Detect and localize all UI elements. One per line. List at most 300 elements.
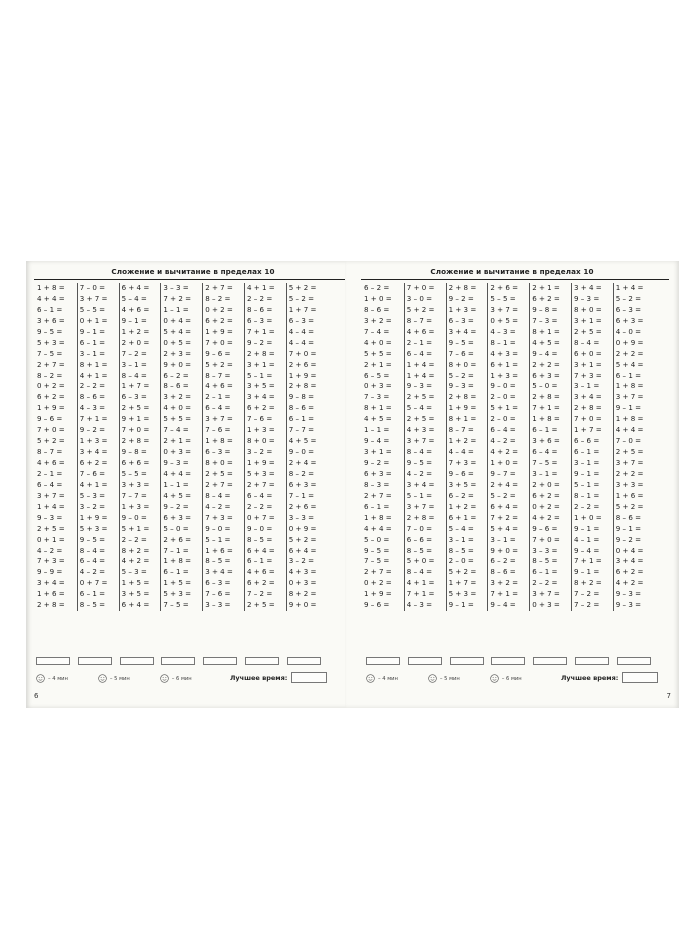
exercise-item: 4 – 4 = [288, 326, 315, 336]
exercise-item: 2 + 2 = [615, 348, 644, 358]
legend-item [160, 674, 192, 683]
exercise-grid [35, 283, 328, 611]
exercise-item: 8 – 6 = [288, 403, 315, 413]
exercise-item: 1 + 7 = [573, 425, 602, 435]
left-page [26, 261, 360, 708]
exercise-item: 0 + 3 = [532, 600, 560, 610]
exercise-item: 9 – 2 = [615, 534, 642, 544]
exercise-item: 9 – 6 = [205, 348, 231, 358]
exercise-item: 5 – 5 = [490, 293, 516, 303]
exercise-item: 2 + 3 = [163, 348, 192, 358]
exercise-item: 3 – 1 = [448, 534, 474, 544]
exercise-item: 7 – 6 = [205, 425, 231, 435]
time-answer-box[interactable] [78, 657, 112, 665]
exercise-item: 5 + 3 = [79, 523, 108, 533]
exercise-item: 1 + 6 = [205, 545, 233, 555]
exercise-item: 6 – 3 = [448, 315, 474, 325]
exercise-item: 7 + 3 = [573, 370, 602, 380]
exercise-item: 1 + 2 = [448, 436, 477, 446]
exercise-item: 4 + 6 = [121, 304, 150, 314]
exercise-item: 4 – 2 = [490, 436, 516, 446]
exercise-item: 4 – 4 = [288, 337, 315, 347]
exercise-item: 7 + 1 = [532, 403, 560, 413]
exercise-item: 2 + 8 = [448, 392, 477, 402]
legend-label: – 4 мин [48, 675, 68, 682]
time-answer-box[interactable] [533, 657, 567, 665]
exercise-item: 4 + 4 = [37, 293, 65, 303]
exercise-item: 9 – 0 = [288, 447, 315, 457]
exercise-item: 3 – 2 = [246, 447, 273, 457]
exercise-item: 5 – 2 = [615, 293, 642, 303]
exercise-item: 6 – 1 = [532, 567, 558, 577]
legend-item [490, 674, 522, 683]
page-title: Сложение и вычитание в пределах 10 [111, 267, 275, 276]
exercise-item: 9 – 3 = [406, 381, 433, 391]
exercise-item: 8 – 5 = [79, 600, 106, 610]
exercise-column [119, 283, 161, 611]
exercise-item: 6 + 0 = [573, 348, 602, 358]
exercise-item: 0 + 2 = [364, 578, 392, 588]
exercise-item: 4 + 5 = [288, 436, 317, 446]
exercise-item: 4 + 4 = [163, 468, 192, 478]
exercise-item: 4 – 3 = [79, 403, 106, 413]
exercise-item: 7 + 0 = [532, 534, 560, 544]
exercise-item: 6 – 1 = [615, 370, 642, 380]
exercise-item: 9 – 8 = [121, 447, 147, 457]
exercise-item: 8 – 6 = [246, 304, 273, 314]
exercise-item: 0 + 9 = [615, 337, 644, 347]
exercise-item: 4 + 5 = [532, 337, 560, 347]
smiley-icon [490, 674, 499, 683]
exercise-item: 9 – 3 = [573, 293, 600, 303]
exercise-item: 3 + 3 = [121, 479, 150, 489]
exercise-item: 2 – 0 = [490, 392, 516, 402]
exercise-item: 5 – 4 = [406, 403, 433, 413]
exercise-item: 5 + 1 = [490, 403, 519, 413]
exercise-item: 5 – 2 = [448, 370, 474, 380]
exercise-item: 6 – 4 = [490, 425, 516, 435]
page-number: 6 [34, 692, 39, 700]
exercise-column [362, 283, 404, 611]
exercise-item: 4 + 0 = [364, 337, 392, 347]
exercise-item: 9 – 4 = [364, 436, 390, 446]
exercise-item: 5 + 5 = [364, 348, 392, 358]
exercise-item: 1 + 0 = [490, 458, 519, 467]
exercise-item: 3 + 7 = [205, 414, 233, 424]
exercise-item: 2 + 7 = [37, 359, 65, 369]
exercise-item: 0 + 7 = [79, 578, 108, 588]
exercise-item: 4 + 5 = [163, 490, 192, 500]
exercise-item: 6 – 2 = [364, 283, 390, 292]
exercise-item: 1 + 3 = [448, 304, 477, 314]
exercise-item: 6 – 6 = [406, 534, 433, 544]
exercise-item: 6 + 1 = [490, 359, 519, 369]
exercise-column [77, 283, 119, 611]
exercise-item: 7 + 1 = [573, 556, 602, 566]
exercise-item: 1 + 9 = [79, 512, 108, 522]
exercise-item: 3 + 1 = [246, 359, 275, 369]
exercise-item: 0 + 3 = [364, 381, 392, 391]
time-answer-box[interactable] [617, 657, 651, 665]
time-answer-box[interactable] [408, 657, 442, 665]
exercise-item: 9 – 0 = [490, 381, 516, 391]
exercise-item: 7 – 2 = [246, 589, 273, 599]
exercise-item: 6 – 1 = [573, 447, 600, 457]
exercise-item: 4 – 2 = [406, 468, 433, 478]
exercise-item: 7 + 0 = [573, 414, 602, 424]
exercise-item: 3 + 4 = [406, 479, 435, 489]
exercise-item: 3 + 4 = [573, 283, 602, 292]
exercise-item: 1 – 1 = [163, 304, 189, 314]
exercise-item: 8 + 0 = [573, 304, 602, 314]
exercise-column [571, 283, 613, 611]
exercise-item: 2 + 5 = [121, 403, 150, 413]
exercise-item: 2 + 8 = [121, 436, 150, 446]
exercise-item: 8 – 5 = [246, 534, 273, 544]
time-answer-box[interactable] [203, 657, 237, 665]
exercise-item: 6 – 1 = [37, 304, 63, 314]
exercise-item: 2 + 8 = [288, 381, 317, 391]
exercise-item: 5 – 2 = [490, 490, 516, 500]
exercise-item: 9 – 3 = [163, 458, 189, 467]
exercise-item: 5 – 4 = [121, 293, 147, 303]
exercise-item: 7 – 3 = [364, 392, 390, 402]
exercise-item: 8 – 5 = [532, 556, 558, 566]
exercise-item: 7 – 7 = [121, 490, 147, 500]
exercise-item: 9 + 0 = [288, 600, 317, 610]
exercise-item: 1 + 3 = [121, 501, 150, 511]
exercise-item: 7 – 6 = [79, 468, 106, 478]
exercise-item: 9 – 8 = [288, 392, 315, 402]
exercise-item: 6 + 3 = [288, 479, 317, 489]
exercise-item: 9 – 2 = [364, 458, 390, 467]
exercise-item: 2 + 8 = [448, 283, 477, 292]
exercise-item: 0 + 2 = [205, 304, 233, 314]
page-title: Сложение и вычитание в пределах 10 [430, 267, 594, 276]
exercise-item: 5 – 1 = [205, 534, 231, 544]
exercise-item: 2 – 0 = [490, 414, 516, 424]
exercise-item: 8 – 4 = [406, 447, 433, 457]
answer-time-boxes [36, 657, 329, 665]
exercise-item: 6 + 3 = [163, 512, 192, 522]
exercise-item: 2 + 5 = [246, 600, 275, 610]
exercise-item: 5 + 2 = [615, 501, 644, 511]
exercise-item: 6 – 3 = [121, 392, 147, 402]
time-answer-box[interactable] [575, 657, 609, 665]
exercise-item: 3 + 5 = [121, 589, 150, 599]
best-time-box[interactable] [622, 672, 658, 683]
exercise-item: 2 – 2 = [121, 534, 147, 544]
exercise-item: 3 – 1 = [490, 534, 516, 544]
exercise-item: 2 – 2 = [532, 578, 558, 588]
exercise-item: 9 – 3 = [37, 512, 63, 522]
exercise-column [286, 283, 328, 611]
exercise-item: 6 + 4 = [121, 600, 150, 610]
exercise-item: 5 + 2 = [37, 436, 65, 446]
exercise-item: 4 + 3 = [406, 425, 435, 435]
exercise-item: 5 + 1 = [121, 523, 150, 533]
exercise-item: 6 + 4 = [490, 501, 519, 511]
exercise-item: 7 + 0 = [406, 283, 435, 292]
exercise-item: 7 + 0 = [205, 337, 233, 347]
exercise-item: 9 – 9 = [37, 567, 63, 577]
exercise-item: 7 – 2 = [573, 600, 600, 610]
exercise-item: 4 + 0 = [163, 403, 192, 413]
exercise-item: 0 + 1 = [37, 534, 65, 544]
exercise-item: 7 – 4 = [163, 425, 189, 435]
exercise-item: 1 + 4 = [615, 283, 644, 292]
exercise-item: 2 + 8 = [573, 403, 602, 413]
exercise-item: 3 + 4 = [37, 578, 65, 588]
exercise-item: 8 + 2 = [121, 545, 150, 555]
exercise-item: 5 + 2 = [448, 567, 477, 577]
legend-item [36, 674, 68, 683]
exercise-item: 9 – 5 = [79, 534, 106, 544]
exercise-item: 8 – 3 = [364, 479, 390, 489]
exercise-item: 3 – 1 = [573, 381, 600, 391]
exercise-item: 8 + 0 = [205, 458, 233, 467]
exercise-item: 3 – 1 = [573, 458, 600, 467]
exercise-item: 4 + 4 = [615, 425, 644, 435]
exercise-item: 2 + 2 = [615, 468, 644, 478]
exercise-item: 2 – 1 = [406, 337, 433, 347]
exercise-item: 2 + 7 = [205, 479, 233, 489]
exercise-item: 1 + 8 = [205, 436, 233, 446]
exercise-item: 8 – 2 = [288, 468, 315, 478]
exercise-item: 4 – 1 = [573, 534, 600, 544]
exercise-item: 7 + 3 = [37, 556, 65, 566]
exercise-item: 8 – 5 = [205, 556, 231, 566]
exercise-item: 7 – 0 = [79, 283, 106, 292]
exercise-item: 7 – 5 = [163, 600, 189, 610]
exercise-item: 7 + 1 = [246, 326, 275, 336]
exercise-item: 6 – 4 = [406, 348, 433, 358]
exercise-item: 0 + 5 = [490, 315, 519, 325]
exercise-item: 4 + 6 = [406, 326, 435, 336]
exercise-item: 2 + 4 = [490, 479, 519, 489]
exercise-item: 7 + 3 = [448, 458, 477, 467]
exercise-item: 9 – 1 = [121, 315, 147, 325]
exercise-item: 0 + 7 = [246, 512, 275, 522]
exercise-item: 9 – 6 = [364, 600, 390, 610]
exercise-item: 2 + 7 = [246, 479, 275, 489]
exercise-item: 1 + 7 = [288, 304, 317, 314]
exercise-item: 3 + 1 = [573, 359, 602, 369]
exercise-item: 3 – 3 = [163, 283, 189, 292]
exercise-item: 1 + 9 = [37, 403, 65, 413]
exercise-item: 3 + 4 = [573, 392, 602, 402]
exercise-item: 9 – 3 = [615, 600, 642, 610]
exercise-item: 6 + 6 = [121, 458, 150, 467]
exercise-item: 6 + 3 = [532, 370, 560, 380]
exercise-item: 1 + 8 = [615, 414, 644, 424]
time-answer-box[interactable] [287, 657, 321, 665]
exercise-item: 1 + 3 = [246, 425, 275, 435]
exercise-item: 8 + 1 = [79, 359, 108, 369]
exercise-item: 9 – 4 = [573, 545, 600, 555]
exercise-column [529, 283, 571, 611]
exercise-item: 4 + 1 = [79, 479, 108, 489]
exercise-item: 7 + 0 = [121, 425, 150, 435]
exercise-item: 2 + 5 = [573, 326, 602, 336]
exercise-item: 9 – 6 = [532, 523, 558, 533]
time-answer-box[interactable] [120, 657, 154, 665]
best-time-label: Лучшее время: [561, 673, 619, 682]
exercise-item: 7 – 7 = [288, 425, 315, 435]
exercise-item: 4 + 4 = [364, 523, 392, 533]
time-answer-box[interactable] [161, 657, 195, 665]
exercise-item: 5 + 3 = [246, 468, 275, 478]
exercise-item: 5 – 0 = [163, 523, 189, 533]
smiley-icon [98, 674, 107, 683]
exercise-item: 4 – 3 = [406, 600, 433, 610]
exercise-item: 2 + 1 = [532, 283, 560, 292]
exercise-item: 3 + 7 = [37, 490, 65, 500]
exercise-item: 5 – 0 = [532, 381, 558, 391]
exercise-item: 7 – 0 = [615, 436, 642, 446]
exercise-item: 2 + 6 = [288, 359, 317, 369]
exercise-item: 3 + 1 = [364, 447, 392, 457]
exercise-item: 1 + 8 = [364, 512, 392, 522]
exercise-item: 0 + 5 = [163, 337, 192, 347]
exercise-item: 7 – 2 = [121, 348, 147, 358]
time-answer-box[interactable] [366, 657, 400, 665]
exercise-item: 1 + 9 = [205, 326, 233, 336]
exercise-item: 5 – 4 = [448, 523, 474, 533]
exercise-item: 9 – 8 = [532, 304, 558, 314]
right-page [345, 261, 679, 708]
exercise-item: 8 – 7 = [37, 447, 63, 457]
exercise-item: 4 + 6 = [205, 381, 233, 391]
page-number: 7 [666, 692, 671, 700]
exercise-item: 7 – 1 = [288, 490, 315, 500]
exercise-item: 3 + 6 = [37, 315, 65, 325]
exercise-item: 8 + 0 = [246, 436, 275, 446]
exercise-item: 2 + 8 = [37, 600, 65, 610]
exercise-item: 6 + 2 = [532, 490, 560, 500]
exercise-item: 4 + 3 = [288, 567, 317, 577]
exercise-item: 3 + 2 = [163, 392, 192, 402]
exercise-item: 1 – 1 = [163, 479, 189, 489]
exercise-item: 6 – 4 = [246, 490, 273, 500]
exercise-item: 3 + 2 = [364, 315, 392, 325]
exercise-item: 6 – 4 = [37, 479, 63, 489]
exercise-item: 9 – 1 = [573, 523, 600, 533]
exercise-item: 2 – 2 = [79, 381, 106, 391]
exercise-column [487, 283, 529, 611]
exercise-item: 8 – 6 = [615, 512, 642, 522]
exercise-item: 8 – 4 = [406, 567, 433, 577]
exercise-item: 7 – 1 = [163, 545, 189, 555]
exercise-item: 3 + 7 = [79, 293, 108, 303]
exercise-item: 6 + 2 = [79, 458, 108, 467]
smiley-icon [36, 674, 45, 683]
exercise-item: 3 + 7 = [406, 501, 435, 511]
exercise-item: 5 – 3 = [121, 567, 147, 577]
exercise-item: 5 + 4 = [490, 523, 519, 533]
exercise-item: 7 + 0 = [37, 425, 65, 435]
exercise-item: 0 + 2 = [37, 381, 65, 391]
legend-item [98, 674, 130, 683]
exercise-item: 6 – 3 = [615, 304, 642, 314]
exercise-item: 6 + 4 = [121, 283, 150, 292]
exercise-item: 9 – 2 = [448, 293, 474, 303]
exercise-item: 6 – 3 = [205, 578, 231, 588]
best-time [561, 672, 658, 683]
exercise-item: 8 + 1 = [532, 326, 560, 336]
time-answer-box[interactable] [245, 657, 279, 665]
exercise-item: 2 + 6 = [288, 501, 317, 511]
exercise-item: 9 – 2 = [79, 425, 106, 435]
exercise-item: 8 – 6 = [163, 381, 189, 391]
exercise-item: 7 – 6 = [246, 414, 273, 424]
exercise-item: 8 – 1 = [490, 337, 516, 347]
exercise-item: 5 – 5 = [79, 304, 106, 314]
time-answer-box[interactable] [36, 657, 70, 665]
exercise-item: 4 – 2 = [79, 567, 106, 577]
time-answer-box[interactable] [450, 657, 484, 665]
exercise-item: 5 + 2 = [406, 304, 435, 314]
exercise-item: 9 – 3 = [448, 381, 474, 391]
exercise-item: 8 – 2 = [37, 370, 63, 380]
exercise-item: 1 + 2 = [448, 501, 477, 511]
exercise-item: 6 – 4 = [532, 447, 558, 457]
exercise-item: 6 – 2 = [490, 556, 516, 566]
exercise-item: 7 + 2 = [163, 293, 192, 303]
legend-label: – 5 мин [439, 675, 460, 682]
exercise-item: 9 – 6 = [448, 468, 474, 478]
exercise-item: 9 – 2 = [246, 337, 273, 347]
exercise-item: 3 + 6 = [532, 436, 560, 446]
exercise-item: 9 – 5 = [37, 326, 63, 336]
exercise-item: 3 + 1 = [573, 315, 602, 325]
exercise-item: 3 + 5 = [246, 381, 275, 391]
exercise-item: 0 + 4 = [163, 315, 192, 325]
exercise-item: 4 + 2 = [532, 512, 560, 522]
exercise-item: 2 + 5 = [406, 392, 435, 402]
exercise-item: 9 – 6 = [37, 414, 63, 424]
exercise-item: 9 + 0 = [490, 545, 519, 555]
exercise-item: 1 + 4 = [406, 370, 435, 380]
best-time-box[interactable] [291, 672, 327, 683]
legend-label: – 4 мин [378, 675, 398, 682]
exercise-item: 1 + 9 = [364, 589, 392, 599]
exercise-item: 6 – 1 = [532, 425, 558, 435]
exercise-item: 8 – 6 = [79, 392, 106, 402]
exercise-item: 9 – 0 = [121, 512, 147, 522]
exercise-item: 1 + 3 = [79, 436, 108, 446]
exercise-item: 4 + 3 = [490, 348, 519, 358]
exercise-item: 9 + 1 = [121, 414, 150, 424]
legend-item [366, 674, 398, 683]
exercise-item: 7 – 0 = [406, 523, 433, 533]
exercise-item: 7 + 3 = [205, 512, 233, 522]
exercise-item: 7 – 3 = [532, 315, 558, 325]
exercise-item: 9 – 3 = [615, 589, 642, 599]
exercise-item: 5 – 1 = [573, 479, 600, 489]
exercise-item: 4 + 2 = [121, 556, 150, 566]
exercise-item: 1 + 8 = [163, 556, 192, 566]
exercise-item: 9 – 1 = [615, 523, 642, 533]
exercise-item: 3 + 7 = [615, 458, 644, 467]
exercise-item: 8 + 0 = [448, 359, 477, 369]
time-answer-box[interactable] [491, 657, 525, 665]
exercise-item: 5 + 3 = [37, 337, 65, 347]
exercise-item: 5 – 0 = [364, 534, 390, 544]
exercise-item: 2 + 6 = [163, 534, 192, 544]
exercise-item: 2 + 1 = [364, 359, 392, 369]
exercise-item: 6 + 3 = [364, 468, 392, 478]
